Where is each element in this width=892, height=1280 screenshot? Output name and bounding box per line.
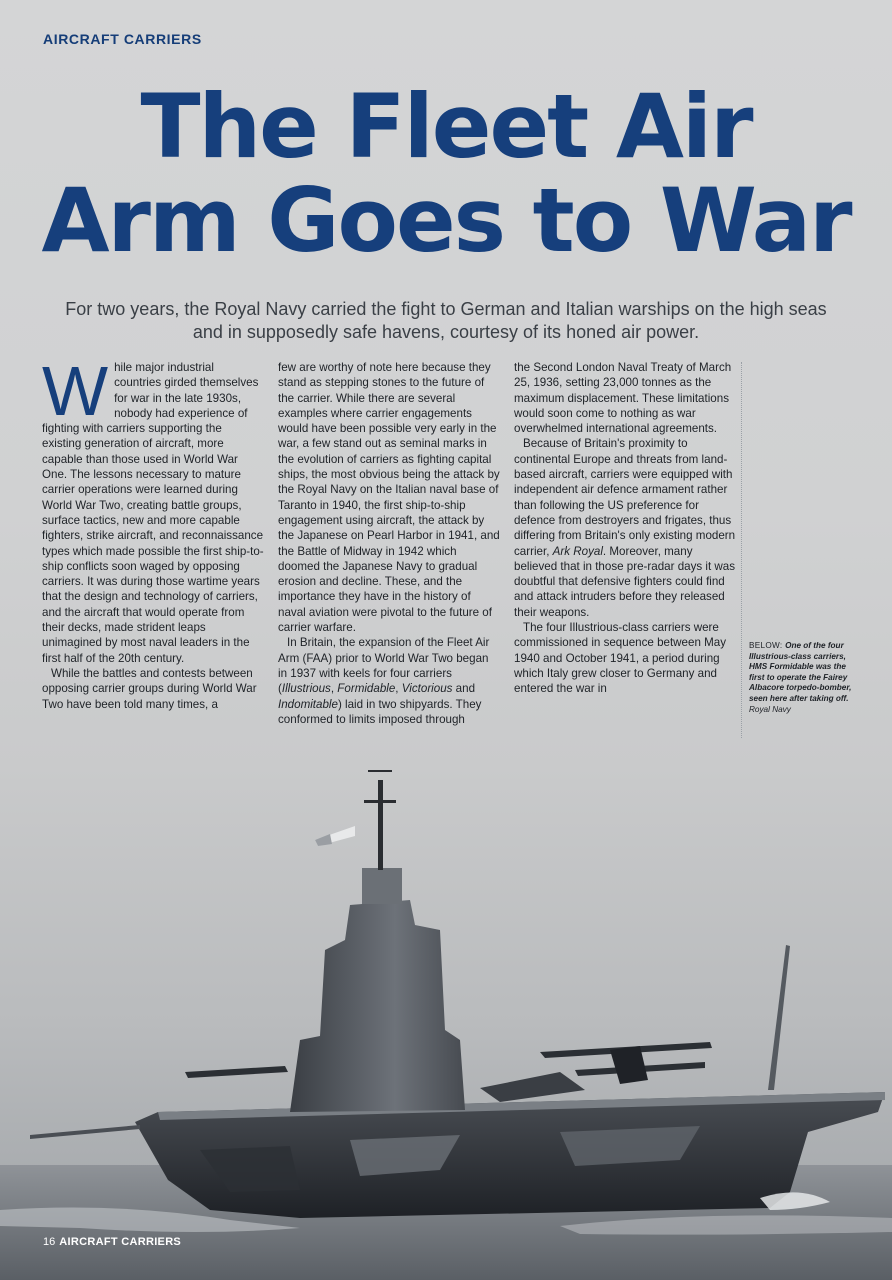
- ship-name: Illustrious: [281, 682, 331, 696]
- funnel-platform: [362, 868, 402, 904]
- page-number: 16: [43, 1236, 56, 1248]
- caption-body: One of the four Illustrious-class carriers, HMS Formidable was the first to operate the Fairey Albacore torpedo-bomber, seen here after taking off.: [749, 641, 852, 703]
- ship-name: Victorious: [401, 682, 453, 696]
- article-headline: [0, 75, 892, 272]
- page-footer: [43, 1236, 181, 1248]
- paragraph: few are worthy of note here because they stand as stepping stones to the future of the carrier. While there are several examples where carrier engagements would have been possible very early in the war, a few stand out as seminal marks in the evolution of carriers as fighting capital ships, the most obvious being the attack by the Royal Navy on the Italian naval base of Taranto in 1940, the first ship-to-ship engagement using aircraft, the attack by the Japanese on Pearl Harbor in 1941, and the Battle of Midway in 1942 which doomed the Japanese Navy to gradual erosion and decline. These, and the importance they have in the history of naval aviation were pivotal to the future of carrier warfare.: [278, 361, 500, 635]
- caption-divider: [741, 362, 742, 738]
- ship-name: Indomitable: [278, 697, 338, 711]
- drop-cap: W: [42, 352, 109, 430]
- caption-lead: BELOW:: [749, 641, 786, 650]
- ship-name: Ark Royal: [552, 544, 603, 558]
- radio-mast: [768, 945, 790, 1090]
- paragraph: the Second London Naval Treaty of March 25, 1936, setting 23,000 tonnes as the maximum displacement. These limitations would soon come to nothing as war overwhelmed international agreements.: [514, 361, 732, 436]
- bow-boom: [30, 1125, 140, 1139]
- parked-aircraft: [480, 1072, 585, 1102]
- paragraph: [278, 635, 500, 727]
- headline-line-1: The Fleet Air: [140, 75, 752, 178]
- yardarm: [368, 770, 392, 772]
- separator: ,: [395, 682, 402, 696]
- paragraph-text: Because of Britain's proximity to continental Europe and threats from land-based aircraft, carriers were equipped with independent air defence armament rather than following the US preference for defence from destroyers and frigates, thus differing from Britain's only existing modern carrier,: [514, 437, 736, 558]
- article-column-1: [42, 352, 264, 712]
- paragraph: While the battles and contests between opposing carrier groups during World War Two have been told many times, a: [42, 666, 257, 711]
- ensign-flag: [315, 834, 332, 846]
- section-kicker: AIRCRAFT CARRIERS: [43, 31, 202, 47]
- parked-aircraft: [185, 1066, 288, 1078]
- article-column-2: [278, 360, 500, 727]
- separator: ,: [330, 682, 338, 696]
- standfirst: For two years, the Royal Navy carried the fight to German and Italian warships on the high seas and in supposedly safe havens, courtesy of its honed air power.: [65, 299, 827, 342]
- article-column-3: [514, 360, 736, 697]
- paragraph-text: hile major industrial countries girded themselves for war in the late 1930s, nobody had experience of fighting with carriers supporting the existing generation of aircraft, more capable than those used in World War One. The lessons necessary to mature carrier operations were learned during World War Two, creating battle groups, surface tactics, new and more capable fighters, strike aircraft, and reconnaissance types which made possible the first ship-to-ship conflicts soon waged by opposing carriers. It was during those wartime years that the design and technology of carriers, and the aircraft that would operate from their decks, made strident leaps unimagined by most naval leaders in the first half of the 20th century.: [42, 361, 264, 665]
- paragraph-text: ) laid in two shipyards. They conformed to limits imposed through: [278, 697, 482, 726]
- island-superstructure: [290, 900, 465, 1112]
- headline-line-2: Arm Goes to War: [41, 169, 851, 272]
- yardarm: [364, 800, 396, 803]
- paragraph: [514, 436, 736, 620]
- separator: and: [452, 682, 476, 696]
- radar-mast: [378, 780, 383, 870]
- photo-credit: Royal Navy: [749, 704, 791, 714]
- camouflage-pattern: [560, 1126, 700, 1166]
- ship-name: Formidable: [337, 682, 396, 696]
- carrier-photo: [0, 740, 892, 1280]
- photo-caption: [749, 641, 857, 715]
- paragraph: The four Illustrious-class carriers were commissioned in sequence between May 1940 and October 1941, a period during which Italy grew closer to Germany and entered the war in: [514, 621, 727, 696]
- paragraph: [42, 352, 264, 666]
- paragraph-text: . Moreover, many believed that in those pre-radar days it was doubtful that defensive fighters could find and attack intruders before they released their weapons.: [514, 544, 736, 619]
- footer-section: AIRCRAFT CARRIERS: [59, 1236, 182, 1248]
- paragraph-text: In Britain, the expansion of the Fleet Air Arm (FAA) prior to World War Two began in 1937 with keels for four carriers (: [278, 636, 490, 696]
